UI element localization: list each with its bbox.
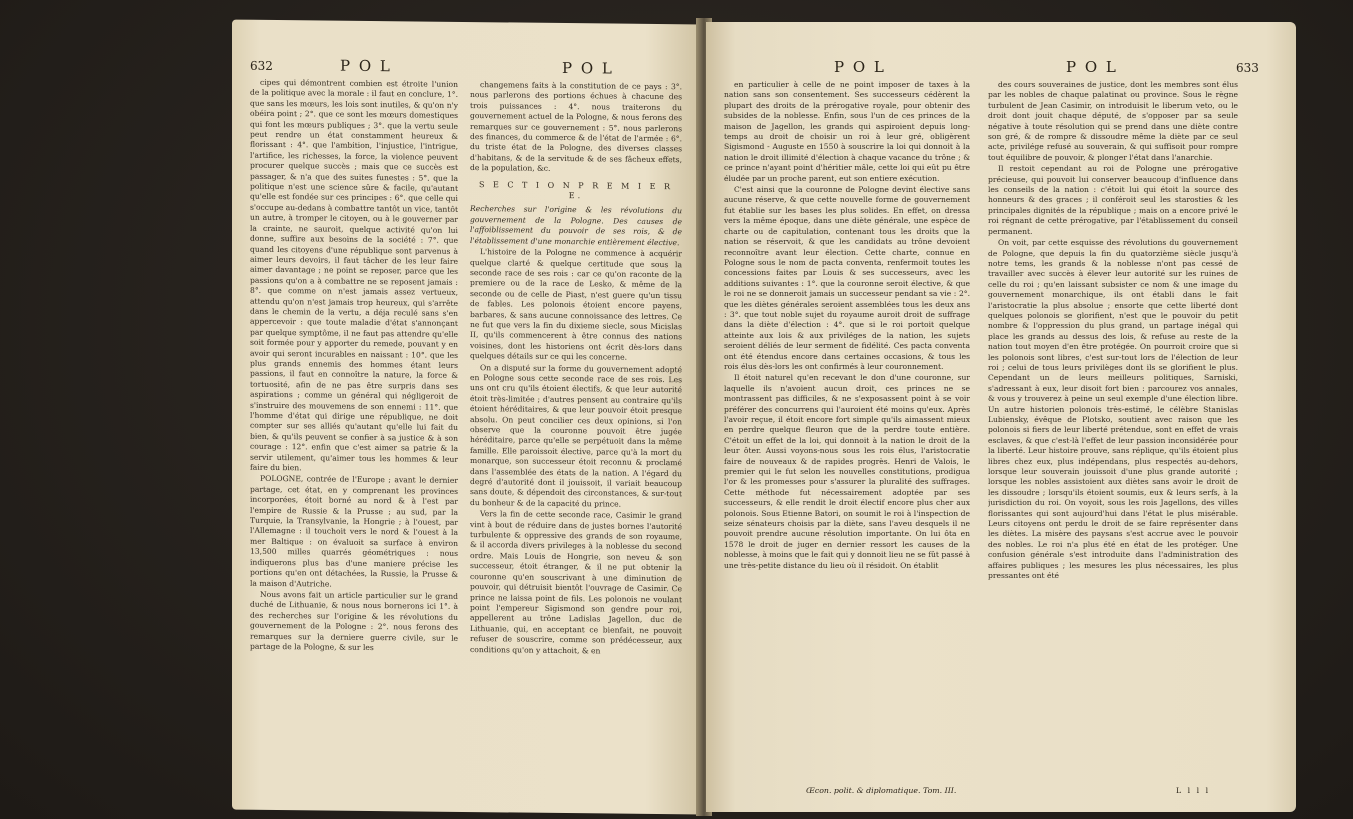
left-page-column-1 (250, 78, 458, 800)
right-page (706, 22, 1296, 812)
right-page-number: 633 (1236, 61, 1259, 75)
paragraph: On a disputé sur la forme du gouvernement adopté en Pologne sous cette seconde race de ses rois. Les uns ont cru qu'ils étoient électifs, & que leur autorité étoit très-limitée ; d'autres pensent au contraire qu'ils étoient héréditaires, & que leur pouvoir étoit presque absolu. On peut concilier ces deux opinions, si l'on observe que la couronne pouvoit être jugée héréditaire, parce qu'elle se perpétuoit dans la même famille. Elle paroissoit élective, parce qu'à la mort du monarque, son successeur étoit reconnu & proclamé dans l'assemblée des états de la nation. A l'égard du degré d'autorité dont il jouissoit, il variait beaucoup sans doute, & dépendoit des circonstances, & sur-tout du bonheur & de la capacité du prince. (470, 362, 682, 509)
right-page-signature-mark: L l l l (1176, 786, 1211, 795)
paragraph: Nous avons fait un article particulier sur le grand duché de Lithuanie, & nous nous bornerons ici 1°. à des recherches sur l'origine & les révolutions du gouvernement de la Pologne : 2°. nous ferons des remarques sur la derniere guerre civile, sur le partage de la Pologne, & sur les (250, 589, 458, 652)
left-page-header-right: P O L (562, 58, 614, 78)
paragraph: C'est ainsi que la couronne de Pologne devint élective sans aucune réserve, & que cette nouvelle forme de gouvernement fut établie sur les bases les plus solides. En effet, on dressa vers la même époque, dans une diète générale, une espèce de charte ou de capitulation, contenant tous les droits que la nation se réservoit, & que les candidats au trône devoient reconnoître avant leur élection. Cette charte, connue en Pologne sous le nom de pacta conventa, renfermoit toutes les concessions faites par Louis & ses successeurs, avec les additions suivantes : 1°. que la couronne seroit élective, & que le roi ne se donneroit jamais un successeur pendant sa vie : 2°. que les diètes générales seroient assemblées tous les deux ans : 3°. que tout noble sujet du royaume auroit droit de suffrage dans la diète d'élection : 4°. que si le roi portoit quelque atteinte aux lois & aux priviléges de la nation, les sujets seroient déliés de leur serment de fidélité. Ces pacta conventa ont été étendus encore dans certaines occasions, & tous les rois élus dès-lors les ont confirmés à leur couronnement. (724, 185, 970, 371)
paragraph: Il étoit naturel qu'en recevant le don d'une couronne, sur laquelle ils n'avoient aucun droit, ces princes ne se montrassent pas difficiles, & ne s'exposassent point à se voir préférer des concurrens qui l'auroient été moins qu'eux. Après l'avoir reçue, il étoit encore fort simple qu'ils aimassent mieux en perdre quelque fleuron que de la perdre toute entière. C'étoit un effet de la loi, qui donnoit à la nation le droit de la leur ôter. Aussi voyons-nous sous les rois élus, l'aristocratie faire de nouveaux & de rapides progrès. Henri de Valois, le premier qui le fut selon les nouvelles constitutions, prodigua l'or & les promesses pour s'assurer la pluralité des suffrages. Cette méthode fut nécessairement adoptée par ses successeurs, & elle rendit le droit électif encore plus cher aux polonois. Sous Etienne Batori, on soumit le roi à l'inspection de seize sénateurs choisis par la diète, sans l'aveu desquels il ne pouvoit prendre aucune résolution importante. On lui ôta en 1578 le droit de juger en dernier ressort les causes de la noblesse, à moins que le fait qui y donnoit lieu ne se fût passé à une très-petite distance du lieu où il résidoit. On établit (724, 373, 970, 570)
paragraph: On voit, par cette esquisse des révolutions du gouvernement de Pologne, que depuis la fin du quatorzième siècle jusqu'à notre tems, les grands & la noblesse n'ont pas cessé de travailler avec succès à élever leur autorité sur les ruines de celle du roi ; qu'en laissant subsister ce nom & une image du gouvernement monarchique, ils ont établi dans le fait l'aristocratie la plus absolue ; ensorte que cette liberté dont quelques polonois se glorifient, n'est que le pouvoir du petit nombre & l'oppression du plus grand, un partage inégal qui place les grands au dessus des lois, & refuse au reste de la nation tout moyen d'en être protégée. On pourroit croire que si les polonois sont libres, c'est sur-tout lors de l'élection de leur roi ; celui de tous leurs privilèges dont ils se glorifient le plus. Cependant un de leurs meilleurs politiques, Sarniski, s'adressant à eux, leur disoit fort bien : parcourez vos annales, & vous y trouverez à peine un seul exemple d'une élection libre. Un autre historien polonois très-estimé, le célèbre Stanislas Lubiensky, évêque de Plotsko, soutient avec raison que les polonois si fiers de leur liberté prétendue, sont en effet de vrais esclaves, & que c'est-là l'effet de leur passion inconsidérée pour la liberté. Leur histoire prouve, sans réplique, qu'ils étoient plus libres chez eux, plus indépendans, plus respectés au-dehors, lorsque leur souverain jouissoit d'une plus grande autorité ; lorsque les nobles assistoient aux diètes sans avoir le droit de les dissoudre ; lorsqu'ils étoient soumis, eux & leurs serfs, à la jurisdiction du roi. On voyoit, sous les rois Jagellons, des villes florissantes qui sont aujourd'hui dans l'état le plus misérable. Leurs citoyens ont perdu le droit de se faire représenter dans les diètes. La misère des paysans s'est accrue avec le pouvoir des nobles. Le roi n'a plus été en état de les protéger. Une confusion générale s'est introduite dans l'administration des affaires publiques ; les mesures les plus nécessaires, les plus pressantes ont été (988, 238, 1238, 581)
right-page-header-left: P O L (834, 58, 886, 76)
paragraph: en particulier à celle de ne point imposer de taxes à la nation sans son consentement. Ses successeurs cédèrent la plupart des droits de la prérogative royale, pour obtenir des subsides de la noblesse. Enfin, sous l'un de ces princes de la maison de Jagellon, les grands qui aspiroient depuis long-temps au droit de choisir un roi à leur gré, obligèrent Sigismond - Auguste en 1550 à souscrire la loi qui donnoit à la nation le droit illimité d'élection à chaque vacance du trône ; & ce prince n'ayant point d'héritier mâle, cette loi qui eût pu être éludée par un proche parent, eut son entiere exécution. (724, 80, 970, 183)
right-page-header-right: P O L (1066, 58, 1118, 76)
section-heading: S E C T I O N P R E M I E R E. (478, 179, 673, 201)
right-page-column-2 (988, 80, 1238, 782)
left-page-column-2 (470, 80, 682, 802)
paragraph: POLOGNE, contrée de l'Europe ; avant le dernier partage, cet état, en y comprenant les provinces incorporées, étoit borné au nord & à l'est par l'empire de Russie & la Prusse ; au sud, par la Turquie, la Transylvanie, la Hongrie ; à l'ouest, par l'Allemagne : il touchoit vers le nord & l'ouest à la mer Baltique : on évaluoit sa surface à environ 13,500 milles quarrés géométriques : nous indiquerons plus bas d'une maniere précise les portions qu'en ont détachées, la Russie, la Prusse & la maison d'Autriche. (250, 474, 458, 589)
left-page (232, 20, 702, 815)
right-page-column-1 (724, 80, 970, 782)
paragraph: Il restoit cependant au roi de Pologne une prérogative précieuse, qui pouvoit lui conserver beaucoup d'influence dans les conseils de la nation : c'étoit lui qui étoit la source des honneurs & des graces ; il conféroit seul les starosties & les principales dignités de la république ; mais on a encore privé le roi régnant de cette prérogative, par l'établissement du conseil permanent. (988, 164, 1238, 236)
paragraph: changemens faits à la constitution de ce pays : 3°. nous parlerons des portions échues à chacune des trois puissances : 4°. nous traiterons du gouvernement actuel de la Pologne, & nous ferons des remarques sur ce gouvernement : 5°. nous parlerons des finances, du commerce & de l'état de l'armée : 6°. du triste état de la Pologne, des diverses classes d'habitans, & de la servitude & de ses fâcheux effets, de la population, &c. (470, 80, 682, 174)
right-page-column-1-footer: Œcon. polit. & diplomatique. Tom. III. (806, 786, 957, 795)
left-page-header-left: P O L (340, 56, 392, 76)
paragraph: cipes qui démontrent combien est étroite l'union de la politique avec la morale : il faut en conclure, 1°. que sans les mœurs, les lois sont inutiles, & qu'on n'y obéira point ; 2°. que ce sont les mœurs domestiques qui font les mœurs publiques ; 3°. que la vertu seule peut rendre un état constamment heureux & florissant : 4°. que l'ambition, l'injustice, l'intrigue, l'artifice, les richesses, la force, la violence peuvent procurer quelque succès ; mais que ce succès est passager, & n'a que des suites funestes : 5°. que la politique n'est une science sûre & facile, qu'autant qu'elle est fondée sur ces principes : 6°. que celle qui s'occupe au-dedans à combattre tantôt un vice, tantôt un autre, à tromper le citoyen, ou à le gouverner par la crainte, ne sauroit, quelque activité qu'on lui donne, suffire aux besoins de la société : 7°. que quand les citoyens d'une république sont parvenus à aimer leurs devoirs, il faut tâcher de les leur faire aimer davantage ; ne point se reposer, parce que les passions qu'on a à combattre ne se reposent jamais : 8°. que comme on n'est jamais assez vertueux, attendu qu'on n'est jamais trop heureux, qui s'arrête dans le chemin de la vertu, a déja reculé sans s'en appercevoir : que toute maladie d'état s'annonçant par quelque symptôme, il ne faut pas attendre qu'elle soit formée pour y apporter du remede, pouvant y en avoir qui seront incurables en naissant : 10°. que les plus grands ennemis des hommes étant leurs passions, il faut en connoître la nature, la force & tortuosité, afin de ne pas être surpris dans ses aspirations ; comme un général qui négligeroit de s'instruire des mouvemens de son ennemi : 11°. que l'homme d'état qui dirige une république, ne doit compter sur ses alliés qu'autant qu'elle lui fait du bien, & qu'ils peuvent se confier à sa justice & à son courage : 12°. enfin que c'est aimer sa patrie & la servir utilement, qu'aimer tous les hommes & leur faire du bien. (250, 77, 458, 473)
paragraph: L'histoire de la Pologne ne commence à acquérir quelque clarté & quelque certitude que sous la seconde race de ses rois : car ce qu'on raconte de la premiere ou de la race de Lesko, & même de la seconde ou de celle de Piast, n'est guere qu'un tissu de fables. Les polonois étoient encore payens, barbares, & sans aucune connoissance des lettres. Ce ne fut que vers la fin du dixieme siecle, sous Micislas II, qu'ils commencerent à être connus des nations voisines, dont les historiens ont écrit dès-lors dans quelques détails sur ce qui les concerne. (470, 247, 682, 362)
paragraph: Vers la fin de cette seconde race, Casimir le grand vint à bout de réduire dans de justes bornes l'autorité turbulente & oppressive des grands de son royaume, & il accorda divers privileges à la noblesse du second ordre. Mais Louis de Hongrie, son neveu & son successeur, étoit étranger, & il ne put obtenir la couronne qu'en souscrivant à une diminution de pouvoir, qui détruisit bientôt l'ouvrage de Casimir. Ce prince ne laissa point de fils. Les polonois ne voulant point l'empereur Sigismond son gendre pour roi, appellerent au trône Ladislas Jagellon, duc de Lithuanie, qui, en acceptant ce bienfait, ne pouvoit refuser de souscrire, comme son prédécesseur, aux conditions qu'on y attachoit, & en (470, 509, 682, 655)
paragraph: des cours souveraines de justice, dont les membres sont élus par les nobles de chaque palatinat ou province. Sous le règne turbulent de Jean Casimir, on introduisit le liberum veto, ou le droit dont jouit chaque député, de s'opposer par sa seule négative à toute résolution qui se prend dans une diète contre son gré, & de rompre & dissoudre même la diète par ce seul acte, privilége refusé au souverain, & qui suffisoit pour rompre tout équilibre de pouvoir, & plonger l'état dans l'anarchie. (988, 80, 1238, 162)
section-subtitle: Recherches sur l'origine & les révolutions du gouvernement de la Pologne. Des causes de l'affoiblissement du pouvoir de ses rois, & de l'établissement d'une monarchie entièrement élective. (470, 204, 682, 247)
left-page-number: 632 (250, 58, 273, 73)
